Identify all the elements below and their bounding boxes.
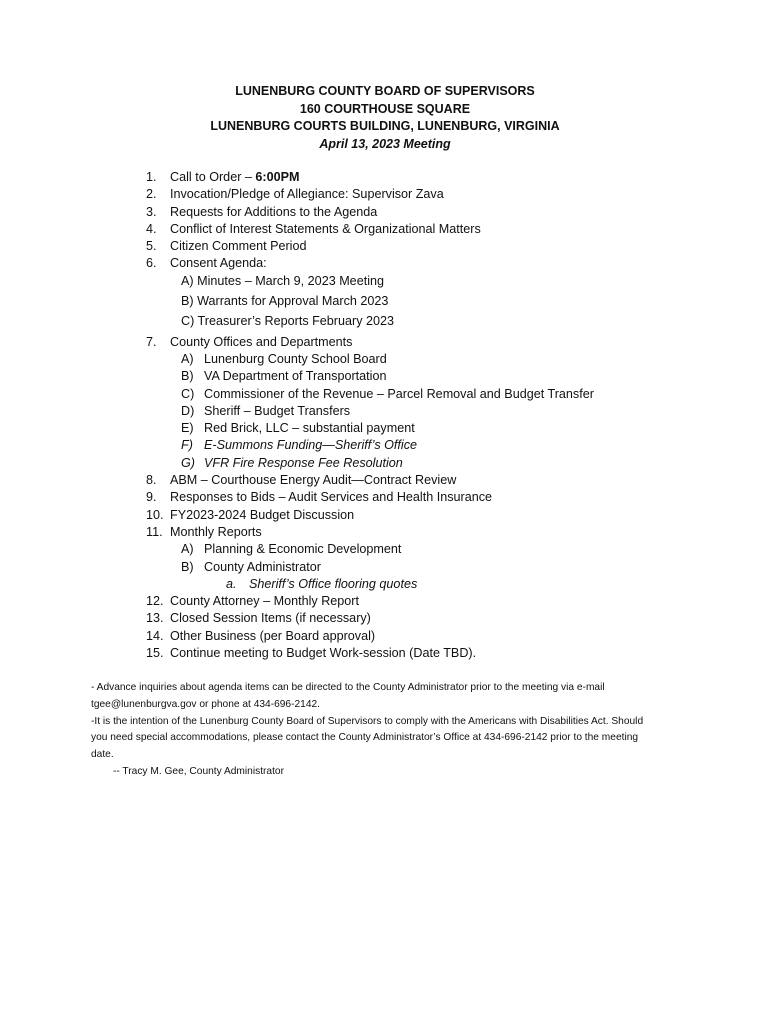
item-text: Invocation/Pledge of Allegiance: Supervisor Zava bbox=[170, 187, 444, 202]
item-text: Other Business (per Board approval) bbox=[170, 628, 376, 643]
item-number: 12. bbox=[146, 594, 164, 609]
consent-subitem bbox=[146, 293, 706, 313]
agenda-item bbox=[146, 645, 706, 662]
consent-subitem bbox=[146, 313, 706, 333]
item-number: 3. bbox=[146, 204, 157, 219]
subitem-text: Lunenburg County School Board bbox=[204, 351, 387, 366]
subitem-label: B) bbox=[181, 369, 194, 384]
item-text: ABM – Courthouse Energy Audit—Contract Review bbox=[170, 473, 457, 488]
department-subitem bbox=[146, 420, 706, 437]
subitem-label: F) bbox=[181, 438, 193, 453]
header-board-name: LUNENBURG COUNTY BOARD OF SUPERVISORS bbox=[235, 84, 535, 98]
item-number: 6. bbox=[146, 256, 157, 271]
subitem-text: Planning & Economic Development bbox=[204, 542, 402, 557]
signature: -- Tracy M. Gee, County Administrator bbox=[113, 765, 284, 777]
subitem-label: G) bbox=[181, 455, 195, 470]
item-text: Responses to Bids – Audit Services and Health Insurance bbox=[170, 490, 493, 505]
item-number: 5. bbox=[146, 239, 157, 254]
item-number: 4. bbox=[146, 221, 157, 236]
agenda-item bbox=[146, 628, 706, 645]
department-subitem bbox=[146, 403, 706, 420]
agenda-item bbox=[146, 204, 706, 221]
header-address: 160 COURTHOUSE SQUARE bbox=[299, 101, 471, 116]
subitem-label: A) bbox=[181, 542, 194, 557]
agenda-item bbox=[146, 169, 706, 186]
consent-subitem bbox=[146, 273, 706, 293]
item-number: 14. bbox=[146, 628, 164, 643]
item-text: Citizen Comment Period bbox=[170, 239, 307, 254]
subitem-text: A) Minutes – March 9, 2023 Meeting bbox=[181, 273, 385, 288]
item-number: 7. bbox=[146, 334, 157, 349]
item-text: County Offices and Departments bbox=[170, 334, 353, 349]
agenda-item bbox=[146, 221, 706, 238]
subitem-text: E-Summons Funding—Sheriff’s Office bbox=[204, 438, 418, 453]
subitem-text: Commissioner of the Revenue – Parcel Removal and Budget Transfer bbox=[204, 386, 594, 401]
report-subitem bbox=[146, 559, 706, 576]
item-text: County Attorney – Monthly Report bbox=[170, 594, 360, 609]
note-ada-line1: -It is the intention of the Lunenburg County Board of Supervisors to comply with the Americans with Disabilities Act. Should bbox=[91, 715, 644, 727]
note-ada-line2: you need special accommodations, please contact the County Administrator’s Office at 434-696-2142 prior to the meeting bbox=[91, 732, 639, 744]
agenda-item bbox=[146, 524, 706, 541]
report-subsubitem bbox=[146, 576, 706, 593]
subitem-text: VA Department of Transportation bbox=[204, 369, 387, 384]
agenda-item bbox=[146, 472, 706, 489]
agenda-item bbox=[146, 610, 706, 627]
note-inquiries-line1: - Advance inquiries about agenda items can be directed to the County Administrator prior to the meeting via e-mail bbox=[91, 682, 605, 693]
subitem-text: Red Brick, LLC – substantial payment bbox=[204, 421, 415, 436]
item-text: Closed Session Items (if necessary) bbox=[170, 611, 371, 626]
note-ada-line3: date. bbox=[91, 749, 114, 761]
subitem-label: A) bbox=[181, 351, 194, 366]
item-number: 13. bbox=[146, 611, 164, 626]
item-number: 11. bbox=[146, 524, 163, 539]
item-text: Continue meeting to Budget Work-session (Date TBD). bbox=[170, 646, 477, 661]
subitem-text: B) Warrants for Approval March 2023 bbox=[181, 294, 389, 309]
department-subitem bbox=[146, 351, 706, 368]
department-subitem bbox=[146, 437, 706, 454]
item-text: Call to Order – bbox=[170, 170, 256, 184]
subitem-label: C) bbox=[181, 386, 195, 401]
header-building: LUNENBURG COURTS BUILDING, LUNENBURG, VIRGINIA bbox=[210, 119, 560, 133]
agenda-item bbox=[146, 489, 706, 506]
subitem-text: C) Treasurer’s Reports February 2023 bbox=[181, 314, 395, 329]
agenda-item bbox=[146, 334, 706, 351]
subsubitem-label: a. bbox=[226, 576, 237, 591]
subitem-text: Sheriff – Budget Transfers bbox=[204, 403, 351, 418]
department-subitem bbox=[146, 386, 706, 403]
item-text: Monthly Reports bbox=[170, 524, 262, 539]
agenda-list bbox=[146, 169, 706, 662]
item-number: 9. bbox=[146, 490, 157, 505]
item-number: 10. bbox=[146, 507, 164, 522]
report-subitem bbox=[146, 541, 706, 558]
item-text: Conflict of Interest Statements & Organizational Matters bbox=[170, 221, 481, 236]
document-header bbox=[0, 83, 770, 153]
note-inquiries-line2: tgee@lunenburgva.gov or phone at 434-696-2142. bbox=[91, 698, 320, 710]
footnotes bbox=[91, 680, 671, 781]
subitem-label: D) bbox=[181, 403, 195, 418]
subitem-text: VFR Fire Response Fee Resolution bbox=[204, 455, 403, 470]
meeting-time: 6:00PM bbox=[255, 170, 300, 184]
agenda-item bbox=[146, 186, 706, 203]
agenda-item bbox=[146, 255, 706, 272]
item-text: Consent Agenda: bbox=[170, 256, 267, 271]
item-number: 15. bbox=[146, 646, 164, 661]
department-subitem bbox=[146, 455, 706, 472]
department-subitem bbox=[146, 368, 706, 385]
item-number: 1. bbox=[146, 170, 157, 184]
item-number: 2. bbox=[146, 187, 157, 202]
subsubitem-text: Sheriff’s Office flooring quotes bbox=[249, 576, 418, 591]
item-number: 8. bbox=[146, 473, 157, 488]
subitem-text: County Administrator bbox=[204, 559, 321, 574]
agenda-item bbox=[146, 507, 706, 524]
item-text: FY2023-2024 Budget Discussion bbox=[170, 507, 355, 522]
subitem-label: E) bbox=[181, 421, 194, 436]
agenda-item bbox=[146, 593, 706, 610]
header-meeting-date: April 13, 2023 Meeting bbox=[319, 136, 451, 151]
agenda-item bbox=[146, 238, 706, 255]
subitem-label: B) bbox=[181, 559, 194, 574]
item-text: Requests for Additions to the Agenda bbox=[170, 204, 378, 219]
